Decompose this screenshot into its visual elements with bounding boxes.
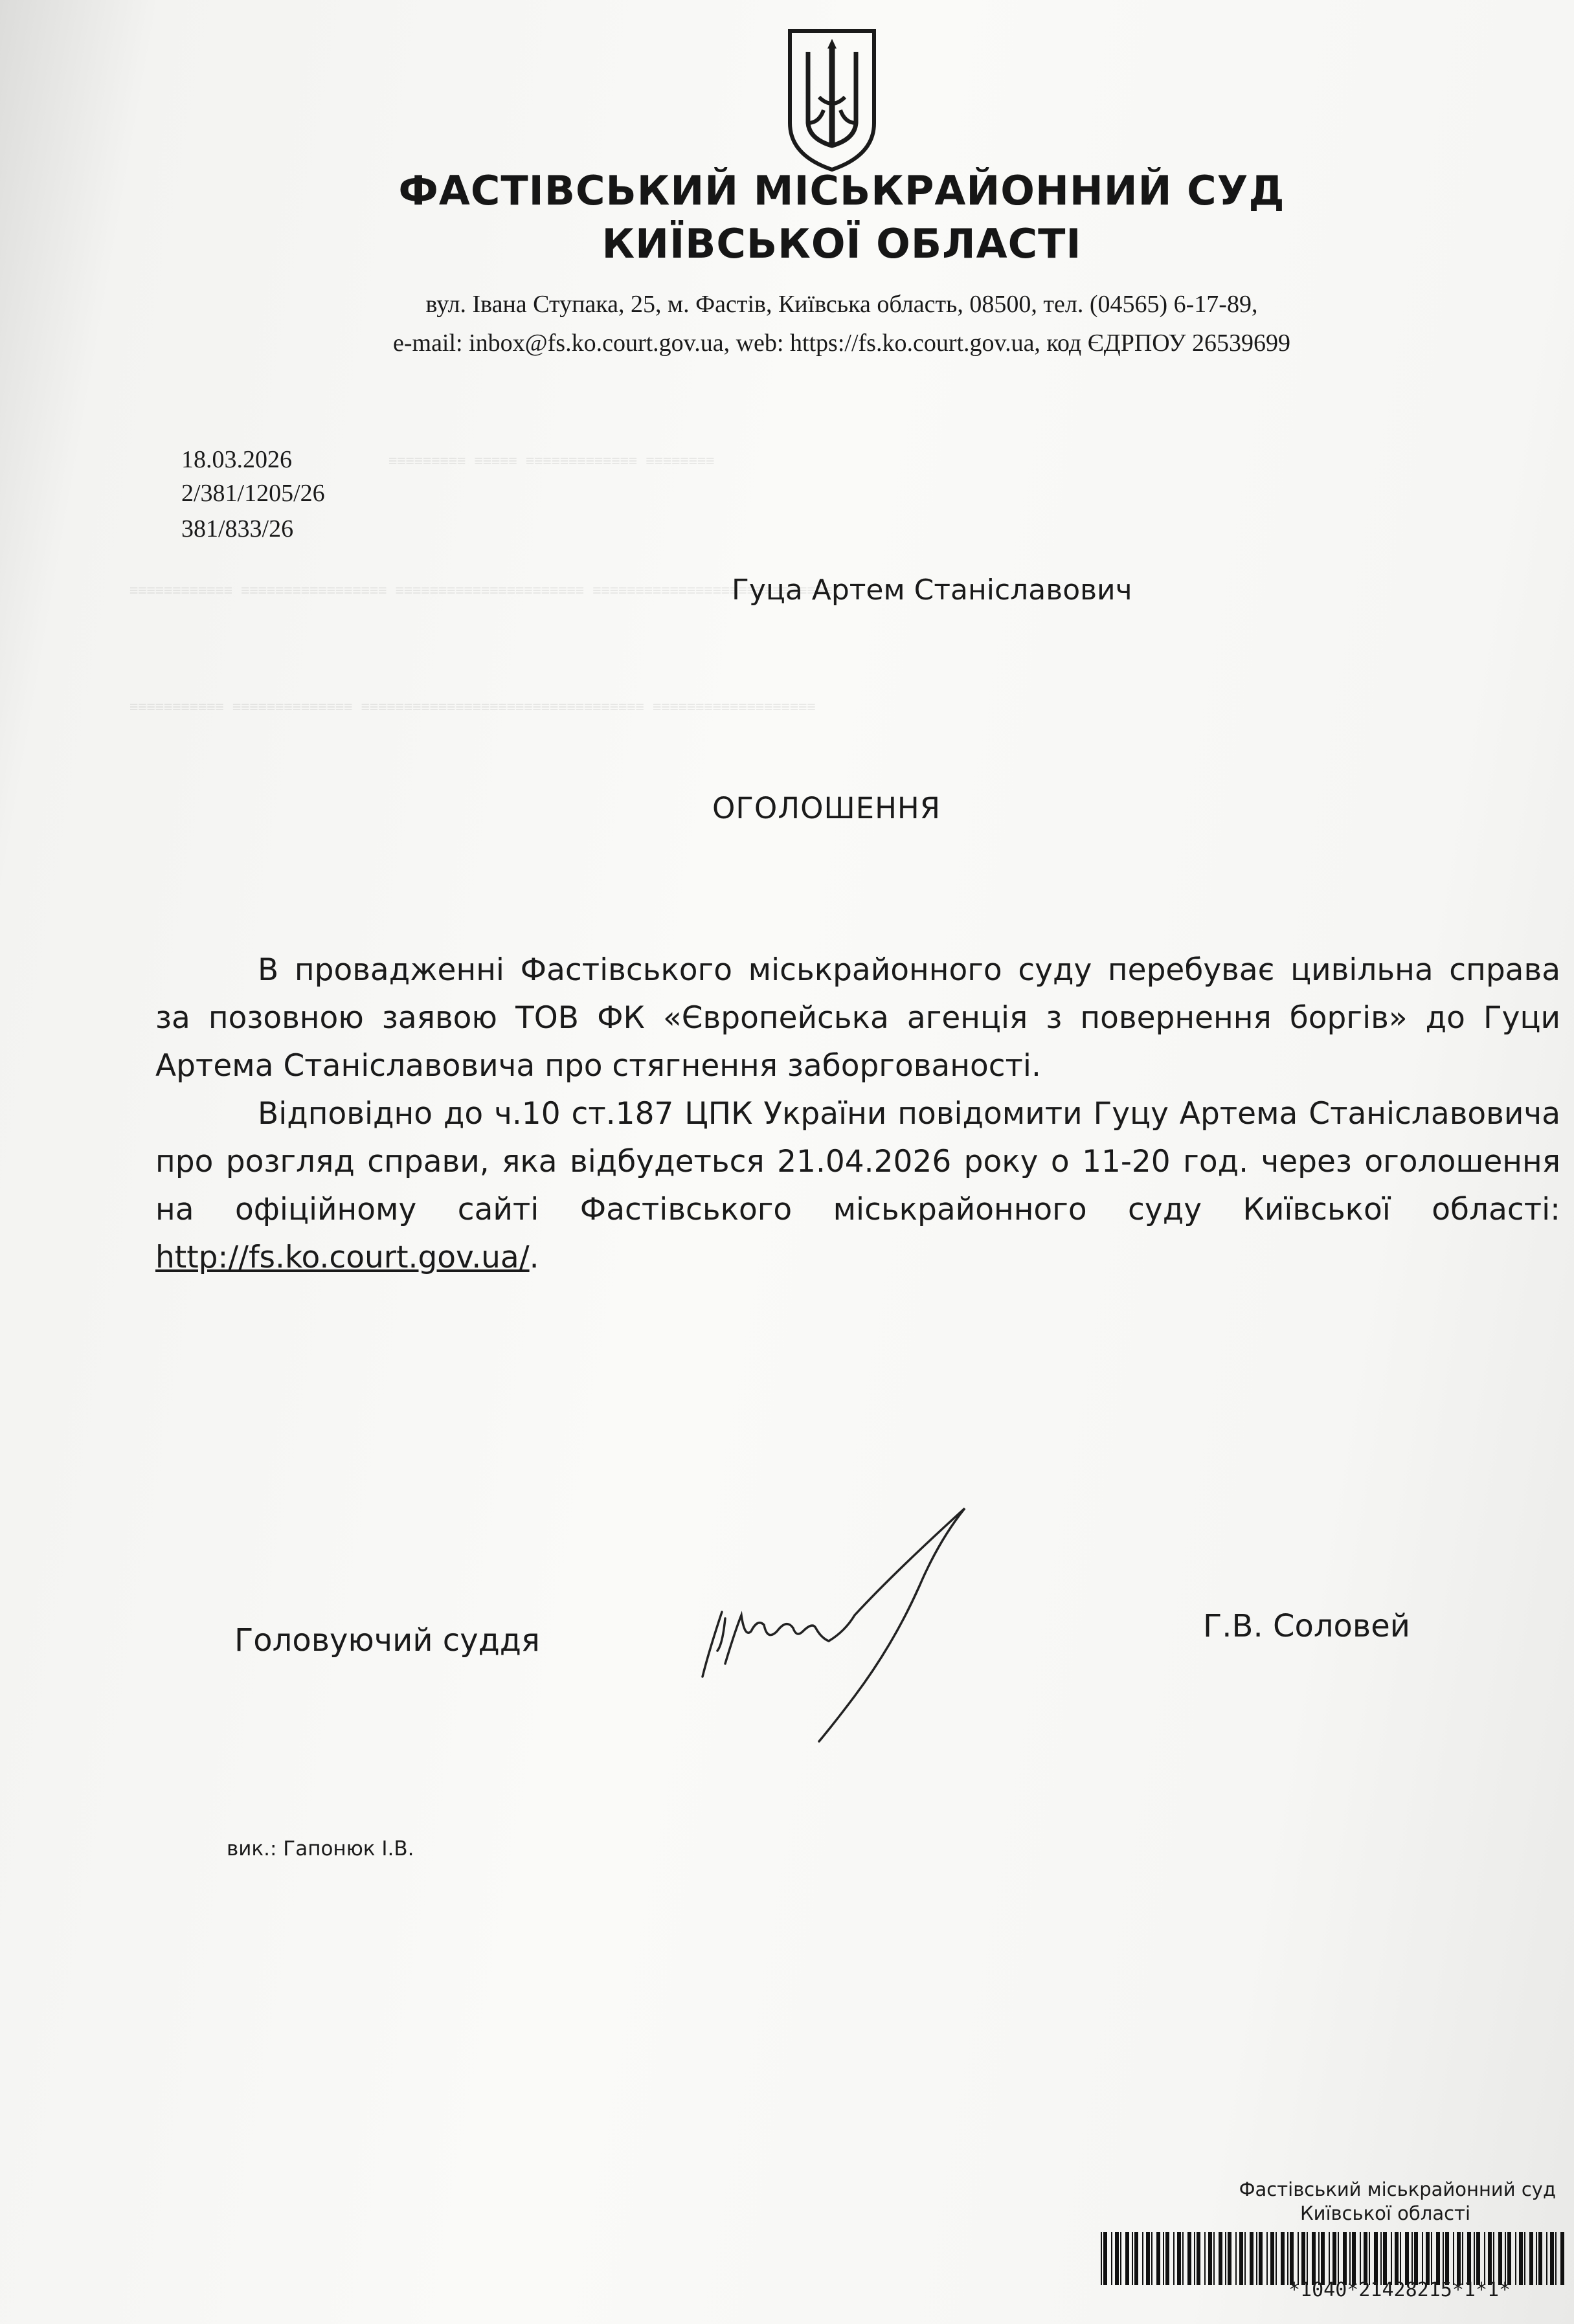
barcode-bar [1488,2232,1492,2285]
barcode-bar [1329,2232,1330,2285]
barcode-bar [1369,2232,1370,2285]
barcode-bar [1197,2232,1200,2285]
barcode-bar [1301,2232,1305,2285]
paragraph-case: В провадженні Фастівського міськрайонного суду перебуває цивільна справа за позовною заявою ТОВ ФК «Європейська агенція з повернення боргів» до Гуци Артема Станіславовича про стягнення заборгованості. [155,952,1560,1084]
barcode-bar [1453,2232,1454,2285]
barcode-bar [1462,2232,1463,2285]
barcode-bar [1259,2232,1263,2285]
barcode-bar [1290,2232,1294,2285]
barcode-bar [1395,2232,1399,2285]
document-date: 18.03.2026 [181,446,292,473]
barcode-bar [1219,2232,1222,2285]
recipient-name: Гуца Артем Станіславович [732,574,1132,607]
barcode-bar [1405,2232,1409,2285]
court-name-line2: КИЇВСЬКОЇ ОБЛАСТІ [601,220,1082,267]
coat-of-arms-icon [783,26,881,175]
barcode-bar [1338,2232,1339,2285]
barcode-bar [1426,2232,1430,2285]
barcode-bar [1431,2232,1432,2285]
barcode-bar [1524,2232,1525,2285]
barcode-bar [1560,2232,1564,2285]
barcode-bar [1536,2232,1537,2285]
barcode-bar [1546,2232,1547,2285]
document-number: 2/381/1205/26 [181,480,325,507]
barcode-bar [1529,2232,1533,2285]
court-name-line1: ФАСТІВСЬКИЙ МІСЬКРАЙОННИЙ СУД [398,167,1285,214]
barcode-bar [1101,2232,1102,2285]
barcode-number: *1040*21428215*1*1* [1288,2279,1511,2301]
barcode-bar [1538,2232,1542,2285]
barcode-bar [1380,2232,1382,2285]
barcode-bar [1550,2232,1554,2285]
paragraph-notice [155,1090,1560,1282]
barcode-bar [1360,2232,1361,2285]
barcode-bar [1208,2232,1212,2285]
paragraph-notice-text: Відповідно до ч.10 ст.187 ЦПК України повідомити Гуцу Артема Станіславовича про розгляд справи, яка відбудеться 21.04.2026 року о 11-20 год. через оголошення на офіційному сайті Фастівського міськрайонного суду Київської області: [155,1096,1560,1227]
barcode-bar [1474,2232,1475,2285]
barcode-bar [1204,2232,1206,2285]
barcode-bar [1177,2232,1181,2285]
barcode-bar [1103,2232,1107,2285]
announcement-body [155,946,1560,1282]
barcode-bar [1332,2232,1336,2285]
barcode-bar [1182,2232,1184,2285]
barcode-bar [1374,2232,1378,2285]
barcode-bar [1493,2232,1494,2285]
barcode-bar [1484,2232,1485,2285]
barcode-bar [1364,2232,1367,2285]
barcode-bar [1146,2232,1150,2285]
barcode-bar [1391,2232,1392,2285]
barcode-bar [1115,2232,1119,2285]
barcode-bar [1225,2232,1226,2285]
judge-role: Головуючий суддя [234,1622,540,1659]
barcode-bar [1120,2232,1121,2285]
barcode-bar [1422,2232,1423,2285]
barcode-bar [1321,2232,1325,2285]
barcode-bar [1173,2232,1175,2285]
barcode-bar [1555,2232,1557,2285]
barcode-bar [1349,2232,1351,2285]
barcode-bar [1235,2232,1237,2285]
barcode-bar [1467,2232,1471,2285]
bleed-through: ≡≡≡≡≡≡≡≡≡≡≡ ≡≡≡≡≡≡≡≡≡≡≡≡≡≡ ≡≡≡≡≡≡≡≡≡≡≡≡≡≡≡≡≡≡≡≡≡≡≡≡≡≡≡≡≡≡≡≡≡ ≡≡≡≡≡≡≡≡≡≡≡≡≡≡≡≡≡≡≡ [129,699,816,715]
barcode-bar [1266,2232,1268,2285]
barcode-bar [1270,2232,1274,2285]
court-contacts: e-mail: inbox@fs.ko.court.gov.ua, web: https://fs.ko.court.gov.ua, код ЄДРПОУ 26539699 [392,330,1291,357]
barcode-bar [1151,2232,1152,2285]
document-title: ОГОЛОШЕННЯ [712,791,941,825]
barcode-bar [1411,2232,1413,2285]
barcode-bar [1400,2232,1401,2285]
barcode-bar [1383,2232,1387,2285]
barcode-bar [1312,2232,1316,2285]
barcode-bar [1515,2232,1516,2285]
court-address: вул. Івана Ступака, 25, м. Фастів, Київська область, 08500, тел. (04565) 6-17-89, [425,291,1258,318]
barcode-bar [1244,2232,1246,2285]
barcode-bar [1298,2232,1299,2285]
barcode-bar [1287,2232,1288,2285]
executor: вик.: Гапонюк І.В. [227,1837,414,1860]
barcode-bar [1239,2232,1243,2285]
barcode-bar [1187,2232,1191,2285]
barcode-bar [1250,2232,1254,2285]
barcode-bar [1457,2232,1461,2285]
barcode-bar [1445,2232,1449,2285]
barcode-bar [1276,2232,1277,2285]
barcode-bar [1213,2232,1215,2285]
barcode-bar [1436,2232,1440,2285]
barcode-bar [1414,2232,1418,2285]
barcode-bar [1163,2232,1164,2285]
barcode-bar [1125,2232,1129,2285]
barcode-bar [1307,2232,1308,2285]
barcode-bar [1519,2232,1523,2285]
barcode-bar [1507,2232,1511,2285]
barcode-bar [1343,2232,1347,2285]
paragraph-notice-end: . [529,1240,539,1275]
barcode-bar [1111,2232,1112,2285]
stamp-region: Київської області [1300,2202,1470,2224]
barcode-bar [1352,2232,1356,2285]
barcode-bar [1505,2232,1506,2285]
court-website-link[interactable]: http://fs.ko.court.gov.ua/ [155,1240,530,1275]
case-number: 381/833/26 [181,515,294,542]
barcode-bar [1142,2232,1143,2285]
barcode-bar [1256,2232,1257,2285]
barcode-bar [1443,2232,1444,2285]
barcode-bar [1156,2232,1160,2285]
barcode-bar [1476,2232,1480,2285]
barcode-bar [1132,2232,1133,2285]
barcode-bar [1165,2232,1169,2285]
barcode-bar [1194,2232,1195,2285]
barcode-bar [1228,2232,1231,2285]
judge-signature [660,1502,984,1761]
barcode-bar [1498,2232,1502,2285]
barcode-bar [1134,2232,1138,2285]
barcode-bar [1281,2232,1285,2285]
barcode [1101,2232,1567,2285]
judge-name: Г.В. Соловей [1203,1608,1410,1644]
barcode-bar [1318,2232,1320,2285]
bleed-through: ≡≡≡≡≡≡≡≡≡≡≡≡ ≡≡≡≡≡≡≡≡≡≡≡≡≡≡≡≡≡ ≡≡≡≡≡≡≡≡≡≡≡≡≡≡≡≡≡≡≡≡≡≡ ≡≡≡≡≡≡≡≡≡≡≡≡≡≡≡≡≡≡≡≡≡≡≡≡≡≡≡≡ [129,583,833,599]
bleed-through: ≡≡≡≡≡≡≡≡≡ ≡≡≡≡≡ ≡≡≡≡≡≡≡≡≡≡≡≡≡ ≡≡≡≡≡≡≡≡ [388,453,715,469]
stamp-court-name: Фастівський міськрайонний суд [1239,2178,1556,2200]
